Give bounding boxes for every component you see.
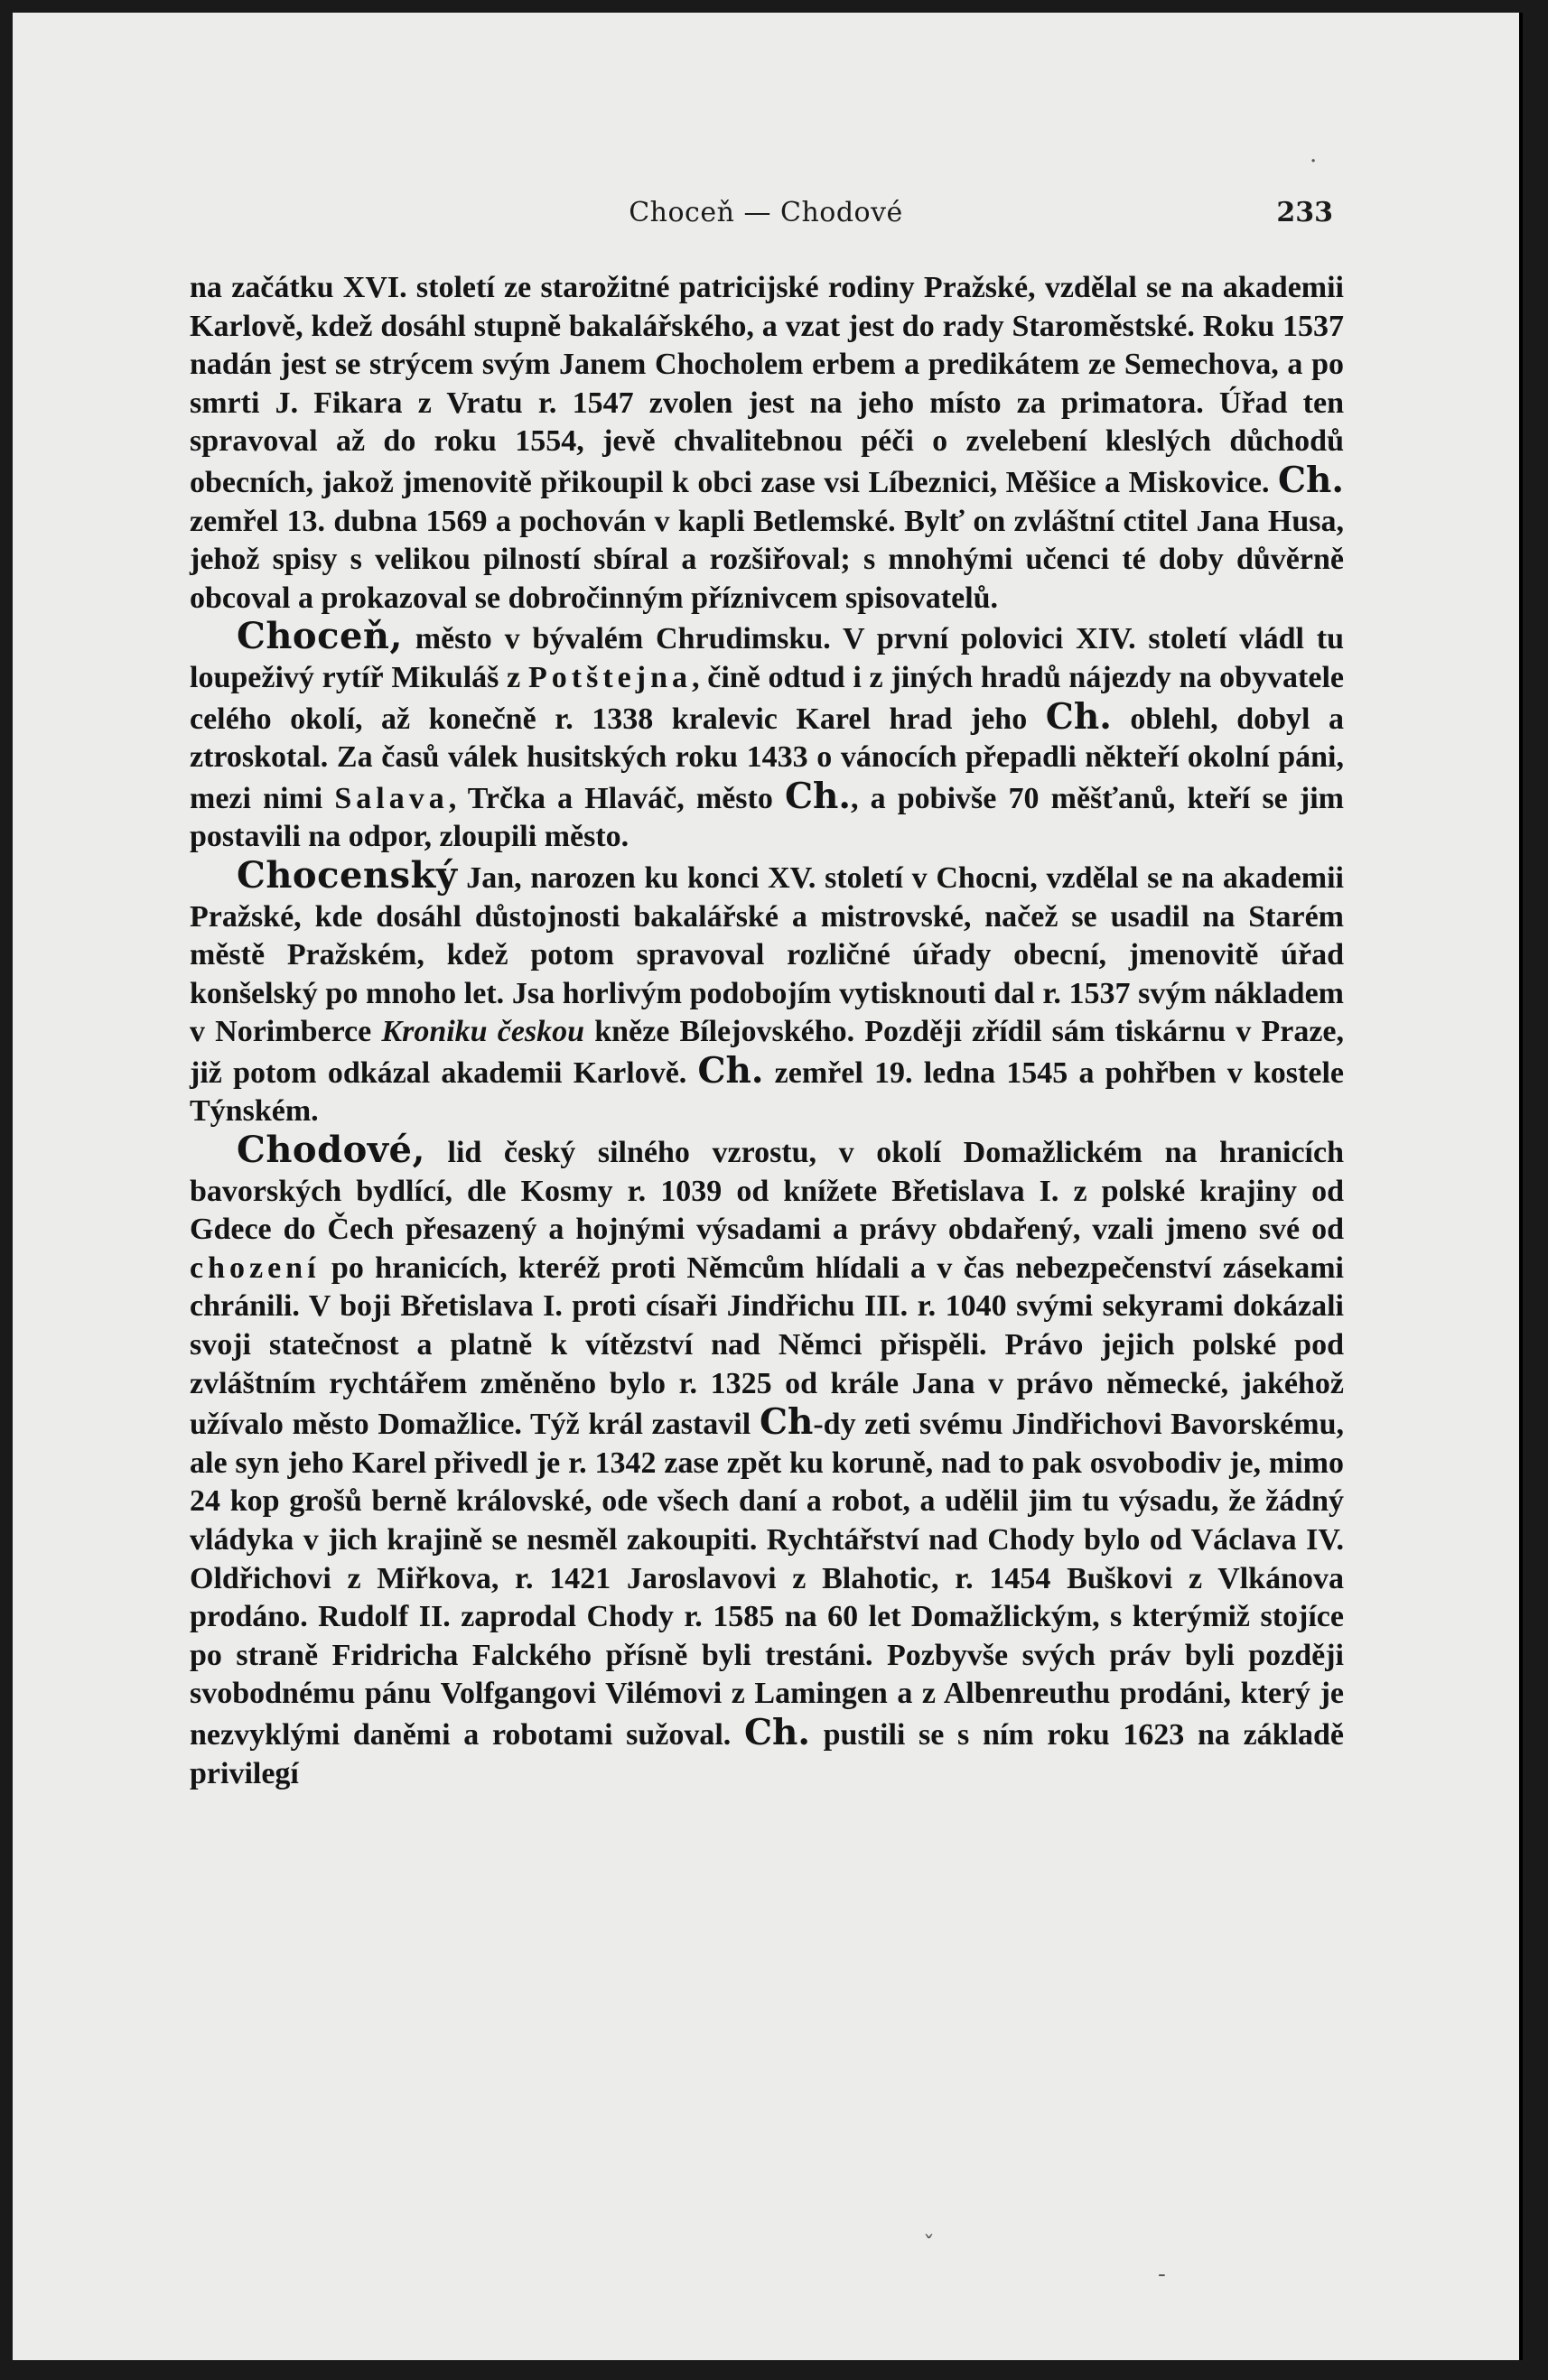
text-run: zemřel 13. dubna 1569 a pochován v kapli Betlemské. Bylť on zvláštní ctitel Jana Husa, jehož spisy s velikou pilností sbíral a rozšiřoval; s mnohými učenci té doby důvěrně obcoval a prokazoval se dobročinným příznivcem spisovatelů. <box>190 504 1344 615</box>
text-run: -dy zeti svému Jindřichovi Bavorskému, ale syn jeho Karel přivedl je r. 1342 zase zpět ku koruně, nad to pak osvobodiv je, mimo 24 kop grošů berně královské, ode všech daní a robot, a udělil jim tu výsadu, že žádný vládyka v jich krajině se nesměl zakoupiti. Rychtářství nad Chody bylo od Václava IV. Oldřichovi z Miřkova, r. 1421 Jaroslavovi z Blahotic, r. 1454 Buškovi z Vlkánova prodáno. Rudolf II. zaprodal Chody r. 1585 na 60 let Domažlickým, s kterýmiž stojíce po straně Fridricha Falckého přísně byli trestáni. Pozbyvše svých práv byli později svobodnému pánu Volfgangovi Vilémovi z Lamingen a z Albenreuthu prodáni, který je nezvyklými daněmi a robotami sužoval. <box>190 1408 1344 1752</box>
speck-mark: · <box>1310 148 1318 175</box>
entry-chocensky <box>190 853 1345 1131</box>
speck-mark: ‐ <box>1158 2261 1166 2288</box>
book-page <box>13 13 1523 2360</box>
text-run: Jan, narozen ku konci XV. století v Chocni, vzdělal se na akademii Pražské, kde dosáhl důstojnosti bakalářské a mistrovské, načež se usadil na Starém městě Pražském, kdež potom spravoval rozličné úřady obecní, jmenovitě úřad konšelský po mnoho let. Jsa horlivým podobojím vytisknouti dal r. 1537 svým nákladem v Norimberce <box>190 860 1344 1049</box>
running-head: Choceň — Chodové <box>629 197 903 228</box>
word-spaced: chození <box>190 1250 321 1285</box>
text-run: , čině odtud i z jiných hradů nájezdy na obyvatele celého okolí, až konečně r. 1338 kralevic Karel hrad jeho <box>190 660 1345 736</box>
text-run: pustili se s ním roku 1623 na základě privilegí <box>190 1717 1345 1790</box>
headword-chocensky: Chocenský <box>237 853 458 897</box>
speck-mark: ˇ <box>923 2232 935 2259</box>
text-run: zemřel 19. ledna 1545 a pohřben v kostele Týnském. <box>190 1055 1344 1129</box>
name-spaced: Potštejna <box>528 660 692 694</box>
abbrev-ch: Ch. <box>1045 695 1112 738</box>
paragraph-continued <box>190 269 1344 618</box>
book-title: Kroniku českou <box>381 1015 585 1049</box>
text-run: , Trčka a Hlaváč, město <box>448 781 773 815</box>
text-run: oblehl, dobyl a ztroskotal. Za časů válek husitských roku 1433 o vánocích přepadli někteří okolní páni, mezi nimi <box>190 702 1345 815</box>
entry-chodove <box>190 1131 1344 1793</box>
text-run: po hranicích, kteréž proti Němcům hlídali a v čas nebezpečenství zásekami chránili. V boji Břetislava I. proti císaři Jindřichu III. r. 1040 svými sekyrami dokázali svoji statečnost a platně k vítězství nad Němci přispěli. Právo jejich polské pod zvláštním rychtářem změněno bylo r. 1325 od krále Jana v právo německé, jakéhož užívalo město Domažlice. Týž král zastavil <box>190 1250 1344 1442</box>
page-number: 233 <box>1276 197 1333 228</box>
name-salava: Salava <box>334 781 449 815</box>
abbrev-ch: Ch. <box>1278 459 1344 501</box>
text-run: město v bývalém Chrudimsku. V první polovici XIV. století vládl tu loupeživý rytíř Mikuláš z <box>190 622 1344 694</box>
headword-chocen: Choceň, <box>237 615 403 658</box>
abbrev-ch: Ch <box>759 1401 814 1444</box>
text-run: na začátku XVI. století ze starožitné patricijské rodiny Pražské, vzdělal se na akademii Karlově, kdež dosáhl stupně bakalářského, a vzat jest do rady Staroměstské. Roku 1537 nadán jest se strýcem svým Janem Chocholem erbem a predikátem ze Semechova, a po smrti J. Fikara z Vratu r. 1547 zvolen jest na jeho místo za primatora. Úřad ten spravoval až do roku 1554, jevě chvalitebnou péči o zvelebení kleslých důchodů obecních, jakož jmenovitě přikoupil k obci zase vsi Líbeznici, Měšice a Miskovice. <box>190 271 1344 499</box>
abbrev-ch: Ch. <box>743 1711 810 1753</box>
abbrev-ch: Ch. <box>697 1049 764 1092</box>
entry-chocen <box>190 615 1345 857</box>
text-run: kněze Bílejovského. Později zřídil sám tiskárnu v Praze, již potom odkázal akademii Karlově. <box>190 1015 1345 1090</box>
body-text <box>190 269 1344 1793</box>
headword-chodove: Chodové, <box>237 1129 425 1172</box>
page-header <box>13 197 1519 233</box>
abbrev-ch: Ch. <box>785 775 851 817</box>
text-run: lid český silného vzrostu, v okolí Domažlickém na hranicích bavorských bydlící, dle Kosmy r. 1039 od knížete Břetislava I. z polské krajiny od Gdece do Čech přesazený a hojnými výsadami a právy obdařený, vzali jmeno své od <box>190 1136 1344 1247</box>
text-run: , a pobivše 70 měšťanů, kteří se jim postavili na odpor, zloupili město. <box>190 781 1344 854</box>
